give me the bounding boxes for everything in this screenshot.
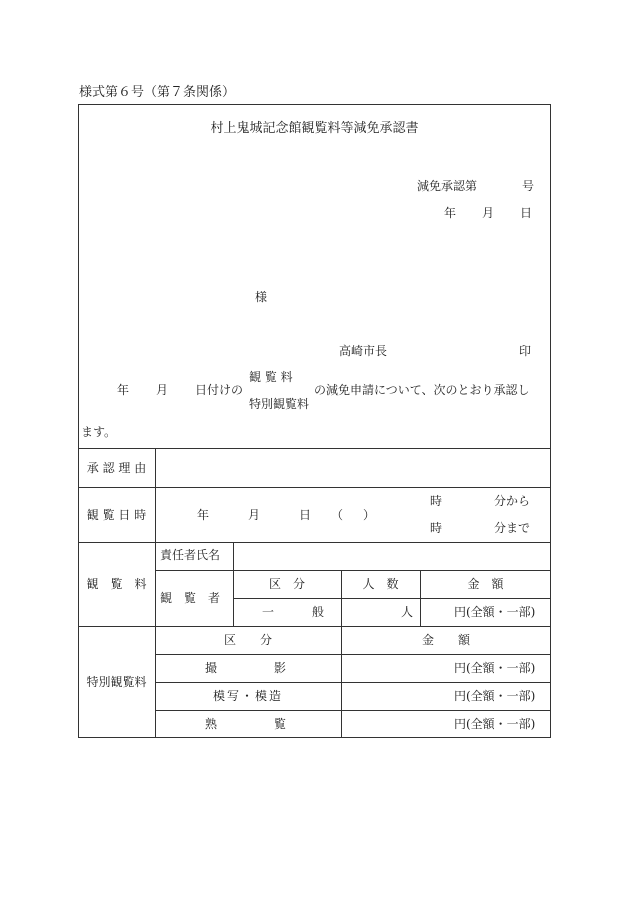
fee-option-viewing: 観 覧 料 — [249, 370, 293, 384]
visit-month: 月 — [248, 508, 261, 522]
weekday-close: ） — [363, 508, 376, 522]
end-minute: 分まで — [494, 521, 531, 535]
reason-label: 承 認 理 由 — [86, 461, 147, 475]
general-category-2: 般 — [312, 605, 325, 619]
leader-name-label: 責任者氏名 — [160, 548, 221, 562]
person-unit: 人 — [401, 605, 414, 619]
visitors-label: 観 覧 者 — [160, 591, 221, 605]
amount-header: 金 額 — [467, 577, 504, 591]
special-category-header: 区 分 — [223, 633, 272, 647]
row-divider — [155, 654, 551, 655]
special-amount-replica: 円(全額・一部) — [454, 689, 536, 703]
special-fee-label: 特別観覧料 — [86, 675, 147, 689]
seal-mark: 印 — [519, 344, 532, 358]
row-divider — [155, 570, 551, 571]
count-header: 人 数 — [362, 577, 399, 591]
start-minute: 分から — [494, 494, 531, 508]
visit-day: 日 — [299, 508, 312, 522]
row-divider — [233, 598, 551, 599]
row-divider — [78, 448, 551, 449]
general-category-1: 一 — [262, 605, 275, 619]
fee-option-special: 特別観覧料 — [249, 397, 310, 411]
row-divider — [78, 626, 551, 627]
special-item-photography-1: 撮 — [205, 661, 218, 675]
start-hour: 時 — [430, 494, 443, 508]
special-item-replica: 模写・模造 — [212, 689, 283, 703]
end-hour: 時 — [430, 521, 443, 535]
datetime-label: 観 覧 日 時 — [86, 508, 147, 522]
leader-name-field[interactable] — [238, 545, 546, 567]
row-divider — [155, 710, 551, 711]
body-continuation: ます。 — [81, 425, 117, 439]
body-text: の減免申請について、次のとおり承認し — [314, 383, 530, 397]
addressee-suffix: 様 — [255, 290, 268, 304]
form-number: 様式第６号（第７条関係） — [79, 85, 236, 100]
issue-date-month: 月 — [482, 206, 495, 220]
issuer-name: 高崎市長 — [339, 344, 388, 358]
special-amount-header: 金 額 — [421, 633, 470, 647]
row-divider — [78, 542, 551, 543]
weekday-open: （ — [331, 508, 344, 522]
body-month: 月 — [156, 383, 169, 397]
viewing-fee-label: 観 覧 料 — [86, 577, 147, 591]
page-title: 村上鬼城記念館観覧料等減免承認書 — [210, 121, 419, 136]
category-header: 区 分 — [268, 577, 305, 591]
issue-date-year: 年 — [444, 206, 457, 220]
body-dated: 日付けの — [195, 383, 244, 397]
special-item-photography-2: 影 — [274, 661, 287, 675]
special-item-study-2: 覧 — [274, 717, 287, 731]
visit-year: 年 — [197, 508, 210, 522]
special-item-study-1: 熟 — [205, 717, 218, 731]
approval-number-prefix: 減免承認第 — [417, 179, 478, 193]
body-year: 年 — [117, 383, 130, 397]
column-divider — [341, 570, 342, 738]
approval-number-suffix: 号 — [522, 179, 535, 193]
reason-field[interactable] — [160, 453, 545, 483]
special-amount-photography: 円(全額・一部) — [454, 661, 536, 675]
row-divider — [78, 487, 551, 488]
general-amount: 円(全額・一部) — [454, 605, 536, 619]
row-divider — [155, 682, 551, 683]
issue-date-day: 日 — [520, 206, 533, 220]
special-amount-study: 円(全額・一部) — [454, 717, 536, 731]
